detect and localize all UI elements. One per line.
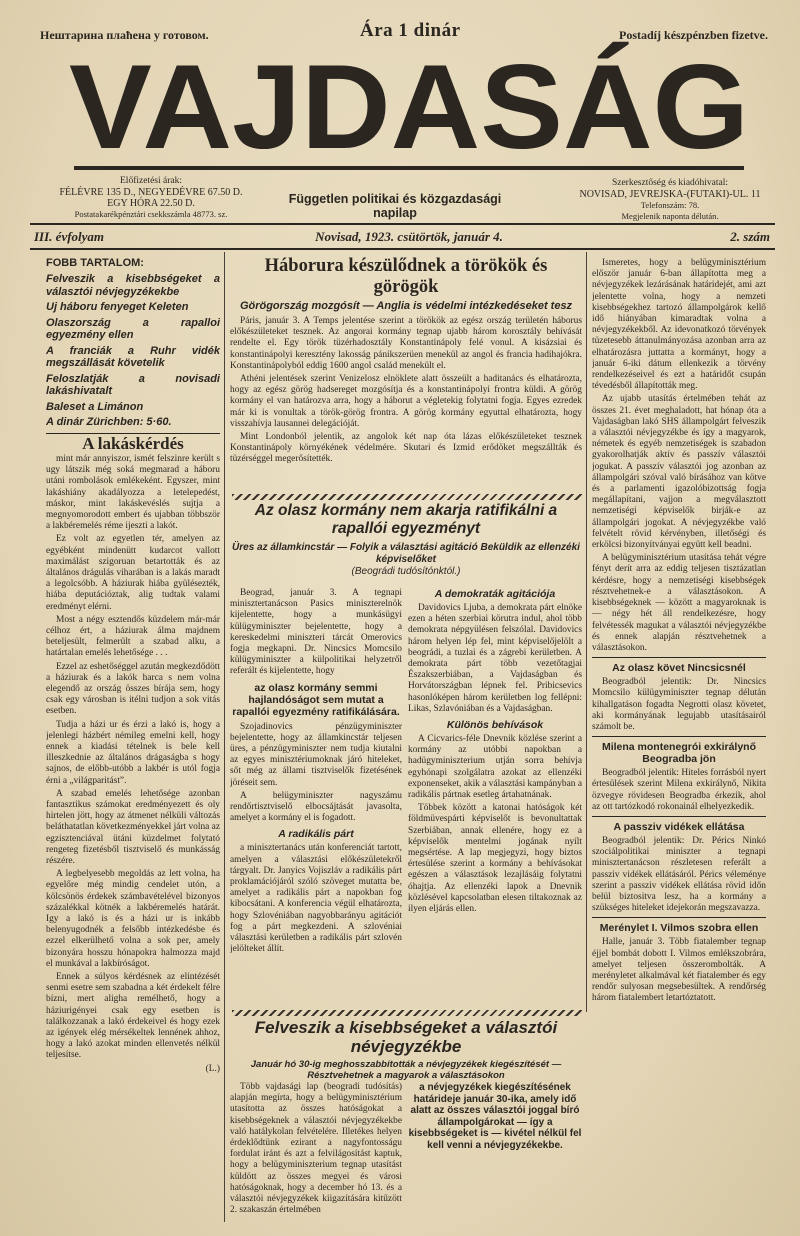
volume-label: III. évfolyam — [34, 229, 105, 244]
milena-paragraph: Beogradból jelentik: Hiteles forrásból nyert értesülések szerint Milena exkirálynő, Nikita özvegye rövidesen Beogradba érkezik, ahol az ott tartózkodó rokonainál elhelyezkedik. — [592, 768, 766, 812]
war-subtitle: Görögország mozgósít — Anglia is védelmi intézkedéseket tesz — [239, 300, 573, 312]
minorities-paragraph: Az ujabb utasítás értelmében tehát az összes 21. évet meghaladott, hat hónap óta a Vajdaságban lakó SHS állampolgárt felveszik a választói névjegyzékbe és így a magyarok, németek és egyéb nemzetiségek is szabadon gyakorolhatják aktív és passzív választói jogukat. A passzív választói jog azonban az állampolgári szóval való bírásához van kötve és a parlamenti igazolóbizottság fogja megállapítani, vajjon a megválasztott nemzetiségi képviselők birják-e az állampolgári jogokat. A névjegyzékbe való felvételt rövid kérvényben, illetőségi és erkölcsi bizonyítványai együtt kell beadni. — [592, 394, 766, 551]
passive-title: A passziv vidékek ellátása — [613, 820, 745, 833]
minorities-body-right — [408, 1082, 582, 1222]
housing-paragraph: Ez volt az egyetlen tér, amelyen az egyébként mindenütt kudarcot vallott maximálást szigoruan betartották és az általános drágulás viharában is a lakás maradt a legolcsóbb. A háziurak hiába gyülésezték, hiába deputációztak, alig tudtak valami eredményt elérni. — [46, 534, 220, 612]
milena-title: Milena montenegrói exkirálynő Beogradba jön — [601, 741, 757, 766]
italy-heading — [230, 502, 582, 578]
italy-paragraph: Beograd, január 3. A tegnapi minisztertanácson Pasics miniszterelnök kijelentette, hogy a munkásügyi külügyminiszter bejelentette, hogy a kereskedelmi miniszteri tárcát Omerovics fogja megkapni. Dr. Nincsics Momcsilo külügyminiszter a külpolitikai helyzetről referált és kijelentette, hogy — [230, 588, 402, 677]
minorities-body-left — [230, 1082, 402, 1222]
toc-item[interactable]: Baleset a Limánon — [46, 400, 144, 413]
italy-paragraph: A belügyminiszter nagyszámu rendőrtisztviselő elbocsájtását javasolta, amelyet a kormány el is fogadott. — [230, 790, 402, 824]
postal-account: Postatakarékpénztári csekkszámla 48773. sz. — [74, 209, 228, 219]
passive-paragraph: Beogradból jelentik: Dr. Pérics Ninkó szociálpolitikai miniszter a tegnapi minisztertanácson részletesen referált a passziv vidékek ellátásáról. Pérics véleménye szerint a passziv vidékek ellátása rövid időn belül biztositva lesz, ha a kormány a szükséges hiteleket idejekorán megszavazza. — [592, 835, 766, 914]
attack-paragraph: Halle, január 3. Több fiatalember tegnap éjjel bombát dobott I. Vilmos emlékszobrára, amelyet teljesen összerombolták. A merényletet alkalmával két fiatalember és egy rendőr sulyosan megsebesültek. A rendőrség három fiatalembert letartóztatott. — [592, 937, 766, 1004]
toc-item[interactable]: Uj háboru fenyeget Keleten — [46, 301, 189, 314]
toc-heading: FŐBB TARTALOM: — [46, 258, 144, 269]
phone: Telefonszám: 78. — [640, 200, 700, 210]
italy-paragraph: a minisztertanács után konferenciát tartott, amelyen a választási előkészületekről tárgyalt. Dr. Janyics Vojiszláv a radikális párt proklamációjáról szóló szöveget mutatta be, amelyet a radikális párt a napokban fog kibocsátani. A konferencia végül elhatározta, hogy Szlovéniában nagyobbarányu agitációt fog a párt megkezdeni. A szlovéniai választási kerületben a radikális párt szlovén jelölteket állít. — [230, 843, 402, 955]
italy-paragraph: A Cicvarics-féle Dnevnik közlése szerint a kormány az utóbbi napokban a hadügyminiszterium utján sorra behívja egyhónapi szolgálatra azokat az ellenzéki exponenseket, akik a választási kampányban a radikális pártnak esetleg ártahatnának. — [408, 734, 582, 801]
war-paragraph: Mint Londonból jelentik, az angolok két nap óta lázas előkészületeket tesznek Konstantinápoly környékének védelmére. Skutari és Izmid erődöket megszállták és tüzérséggel megerősítették. — [230, 432, 582, 465]
housing-paragraph: A szabad emelés lehetősége azonban fantasztikus számokat eredményezett és oly hirtelen jött, hogy az átmenet nélküli változás beláthatatlan következményekkel járt volna az egzisztenciával ütáni küzdelmet folytató rengeteg fizetésből tisztviselő és munkásság részére. — [46, 788, 220, 867]
office-address: NOVISAD, JEVREJSKA-(FUTAKI)-UL. 11 — [579, 189, 761, 200]
office-info — [560, 178, 780, 222]
italy-paragraph: Szojadinovics pénzügyminiszter bejelentette, hogy az államkincstár teljesen üres, a pénzügyminiszter nem tudja kiutalni az egyes minisztériumoknak járó hiteleket, sőt még az állami tisztviselők fizetésének jöréseit sem. — [230, 721, 402, 788]
housing-paragraph: Ennek a súlyos kérdésnek az elintézését senmi esetre sem szabadna a két érdekelt félre bízni, mert aligha remélhető, hogy a háziurigényei csak egy esetben is találkozzanak a lakó érdekeivel és hogy ezek az igények elég mérsékeltek lennének ahhoz, hogy a lakó azokat minden ellenvetés nélkül teljesítse. — [46, 972, 220, 1061]
war-title: Háborura készülődnek a törökök és görögök — [264, 256, 548, 297]
envoy-title: Az olasz követ Nincsicsnél — [612, 662, 746, 675]
war-paragraph: Páris, január 3. A Temps jelentése szerint a törökök az egész ország területén háborus előkészületeket tesznek. Az angorai kormány tegnap ujabb három korosztály behívását rendelte el. Egy török tüzérhadosztály Konstantinápoly felé vonul. A kisázsiai és konstantinápolyi keresztény lakosság pánikszerüen menekül az angol és francia hadihajókra. Konstantinápolyból eddig 1600 angol család menekült el. — [230, 316, 582, 371]
italy-paragraph: Davidovics Ljuba, a demokrata párt elnöke ezen a héten szerbiai körutra indul, ahol több demokrata népgyülésen felszólal. Davidovics három helyen lép fel, mint képviselőjelölt a beográdi, a tuzlai és a zágrebi kerületben. A demokrata párt több vezetőtagjai Északszerbiában, a Vajdaságban és Horvátországban lépnek fel. Pribicsevics hasonlóképen három kerületben log fellépni: Likas, Szlavóniában és a Vajdaságban. — [408, 603, 582, 714]
masthead-title: VAJDASÁG — [69, 40, 749, 174]
postage-paid-note: Postadíj készpénzben fizetve. — [619, 28, 768, 42]
toc-item[interactable]: Olaszország a rapalloi egyezmény ellen — [46, 316, 220, 342]
minorities-paragraph: Több vajdasági lap (beogradi tudósítás) alapján megírta, hogy a belügyminisztérium utasította az összes hatóságokat a kisebbségeknek a választói névjegyzékekbe való hatálykolan felvételére. Illetékes helyen érdeklődtünk ezirant a nagyfontosságu fordulat iránt és azt a felvilágosítást kaptuk, hogy a belügyminiszterium tegnap utasítást küldött az összes megyei és városi hatóságoknak, hogy a december hó 13. és a választói névjegyzékek kiigazítására kitűzött 2. szakaszán értelmében — [230, 1082, 402, 1216]
italy-subtitle: Üres az államkincstár — Folyik a választási agitáció Beküldik az ellenzéki képviselőket — [232, 542, 580, 565]
italy-source: (Beográdi tudósítónktól.) — [351, 566, 461, 577]
italy-title: Az olasz kormány nem akarja ratifikálni a rapallói egyezményt — [254, 502, 558, 537]
housing-paragraph: Tudja a házi ur és érzi a lakó is, hogy a jelenlegi házbért némileg emelni kell, hogy ennek a kiadási tételnek is bele kell illeszkednie az általános drágaságba s hogy sajnos, de előbb-utóbb a lakbér is utól fogja érni a „világparitást”. — [46, 719, 220, 786]
democrats-heading: A demokraták agitációja — [434, 588, 556, 600]
minorities-paragraph: Ismeretes, hogy a belügyminisztérium először január 6-ban állapította meg a névjegyzékek lezárásának határidejét, ami azt jelentette volna, hogy a nemzeti kisebbségekhez tartozó állampolgárok kellő idő hiányában kimaradtak volna a névjegyzékekből. Az idevonatkozó törvények tüzetesebb áttanulmányozása azonban arra az elhatározásra juttatta a kormányt, hogy a január 6-iki dátum ellenkezik a törvény rendelkezéseivel és ezt a határidőt csupán tévedésből állapították meg. — [592, 258, 766, 392]
housing-signature: (L.) — [205, 1063, 220, 1074]
subscription-label: Előfizetési árak: — [120, 176, 182, 186]
toc-item[interactable]: A franciák a Ruhr vidék megszállását követelik — [46, 344, 220, 370]
radical-party-heading: A radikális párt — [278, 828, 354, 841]
minorities-heading — [230, 1018, 582, 1081]
left-column — [46, 258, 220, 1223]
minorities-paragraph: A belügyminisztérium utasítása tehát végre fényt derít arra az eddig teljesen tisztázatlan kérdésre, hogy a nemzetiségi kisebbségek résztvehetnek-e a választásokon. A kisebbségeknek — között a magyaroknak is — négy hét áll rendelkezésre, hogy felvétessék magukat a választói névjegyzékbe és ennek alapján résztvehetnek a választásokon. — [592, 553, 766, 653]
issue-number: 2. szám — [730, 229, 770, 244]
war-article — [230, 256, 582, 501]
section-divider — [232, 494, 582, 500]
housing-paragraph: mint már annyiszor, ismét felszinre került s ugy látszik még soká megmarad a háboru utáni rombolások emlékeként. Egyszer, mint lakáshiány akadályozza a letelepedést, máskor, mint lakáskevéslés sujtja a megnyomorodott embert és ujabban többször a lakbéremelés réme ijeszti a lakót. — [46, 453, 220, 532]
italy-body-right — [408, 588, 582, 1008]
italy-paragraph: Többek között a katonai hatóságok két földmüvespárti képviselőt is bevonultattak Szerbiában, annak ellenére, hogy ez a képviselők mentelmi jogának nyílt megsértése. A lap megjegyzi, hogy biztos értesülése szerint a kormány a behívásokat egészen a választások lezajlásáig folytatni óhajtja. Az ellenzéki lapok a Dnevnik közlésével kapcsolatban elesen tiltakoznak az ilyen eljárás ellen. — [408, 803, 582, 915]
subscription-info — [36, 176, 266, 220]
minorities-highlight: a névjegyzékek kiegészítésének határideje január 30-ika, amely idő alatt az összes választói joggal bíró állampolgárokat — így a kisebbségeket is — kivétel nélkül fel kell venni a névjegyzékekbe. — [408, 1082, 582, 1151]
summons-heading: Különös behívások — [446, 719, 544, 732]
minorities-subtitle: Január hó 30-ig meghosszabbították a névjegyzékek kiegészítését — Résztvehetnek a magyarok a választásokon — [250, 1059, 562, 1081]
toc-item[interactable]: Felveszik a kisebbségeket a választói névjegyzékekbe — [46, 273, 220, 298]
housing-paragraph: Ezzel az eshetőséggel azután megkezdődött a háziurak és a lakók harca s nem volna elegendő az ország összes bírája sem, hogy csak egy városban is itélni tudjon a sok vitás esetben. — [46, 661, 220, 717]
envoy-paragraph: Beogradból jelentik: Dr. Nincsics Momcsilo külügyminiszter tegnap délután kihallgatáson fogadta Negrotti olasz követet, aki kormányának legujabb utasításairól számolt be. — [592, 677, 766, 732]
war-body — [230, 316, 582, 501]
tagline: Független politikai és közgazdasági napilap — [288, 192, 502, 220]
war-paragraph: Athéni jelentések szerint Venizelosz elnöklete alatt összeült a haditanács és elhatározta, hogy az egész görög hadsereget mozgósítja és a konstantinápolyi frontra küldi. A görög kormány el van határozva arra, hogy a háborut a végletekig folytatni fogja. Egyes ezredek már ki is vonultak a török-görög frontra. A görög kormány egyuttal elhatározta, hogy visszahívja lausannei delegációját. — [230, 374, 582, 429]
subscription-line2: EGY HÓRA 22.50 D. — [107, 198, 195, 209]
dateline: Novisad, 1923. csütörtök, január 4. — [315, 229, 503, 244]
attack-title: Merénylet I. Vilmos szobra ellen — [599, 922, 759, 935]
office-label: Szerkesztőség és kiadóhivatal: — [611, 178, 729, 188]
subscription-line1: FÉLÉVRE 135 D., NEGYEDÉVRE 67.50 D. — [59, 187, 243, 198]
publication-note: Megjelenik naponta délután. — [621, 211, 719, 221]
housing-title: A lakáskérdés — [82, 433, 184, 453]
price-label: Ára 1 dinár — [360, 20, 461, 41]
toc-item[interactable]: A dinár Zürichben: 5·60. — [46, 416, 172, 429]
italy-body-left — [230, 588, 402, 1008]
section-divider — [232, 1010, 582, 1016]
right-column — [592, 258, 766, 1223]
housing-paragraph: A legbelyesebb megoldás az lett volna, ha egyelőre még mindig cendelet utón, a kölcsönös érdekek számbavételével bizonyos százalékkal kötnék a lakbéremelés határát. Igy a lakó is és a házi ur is inkább belenyugodnék a felsőbb intézkedésbe és ezzel elkerülhető volna a sok per, amely bizonyára hosszu hónapokra halmozza majd el munkával a lakbíróságot. — [46, 869, 220, 969]
italy-highlight: az olasz kormány semmi hajlandóságot sem mutat a rapallói egyezmény ratifikálására. — [232, 681, 400, 718]
minorities-title: Felveszik a kisebbségeket a választói névjegyzékbe — [254, 1018, 558, 1056]
masthead-logo — [64, 40, 754, 180]
toc-item[interactable]: Feloszlatják a novisadi lakáshivatalt — [46, 372, 220, 398]
postage-note: Нештарина плаћена у готовом. — [40, 28, 209, 42]
housing-paragraph: Most a négy esztendős küzdelem már-már célhoz ért, a háziurak álma majdnem beteljesült, felmerült a szabad alku, a határtalan emelés lehetősége . . . — [46, 614, 220, 659]
